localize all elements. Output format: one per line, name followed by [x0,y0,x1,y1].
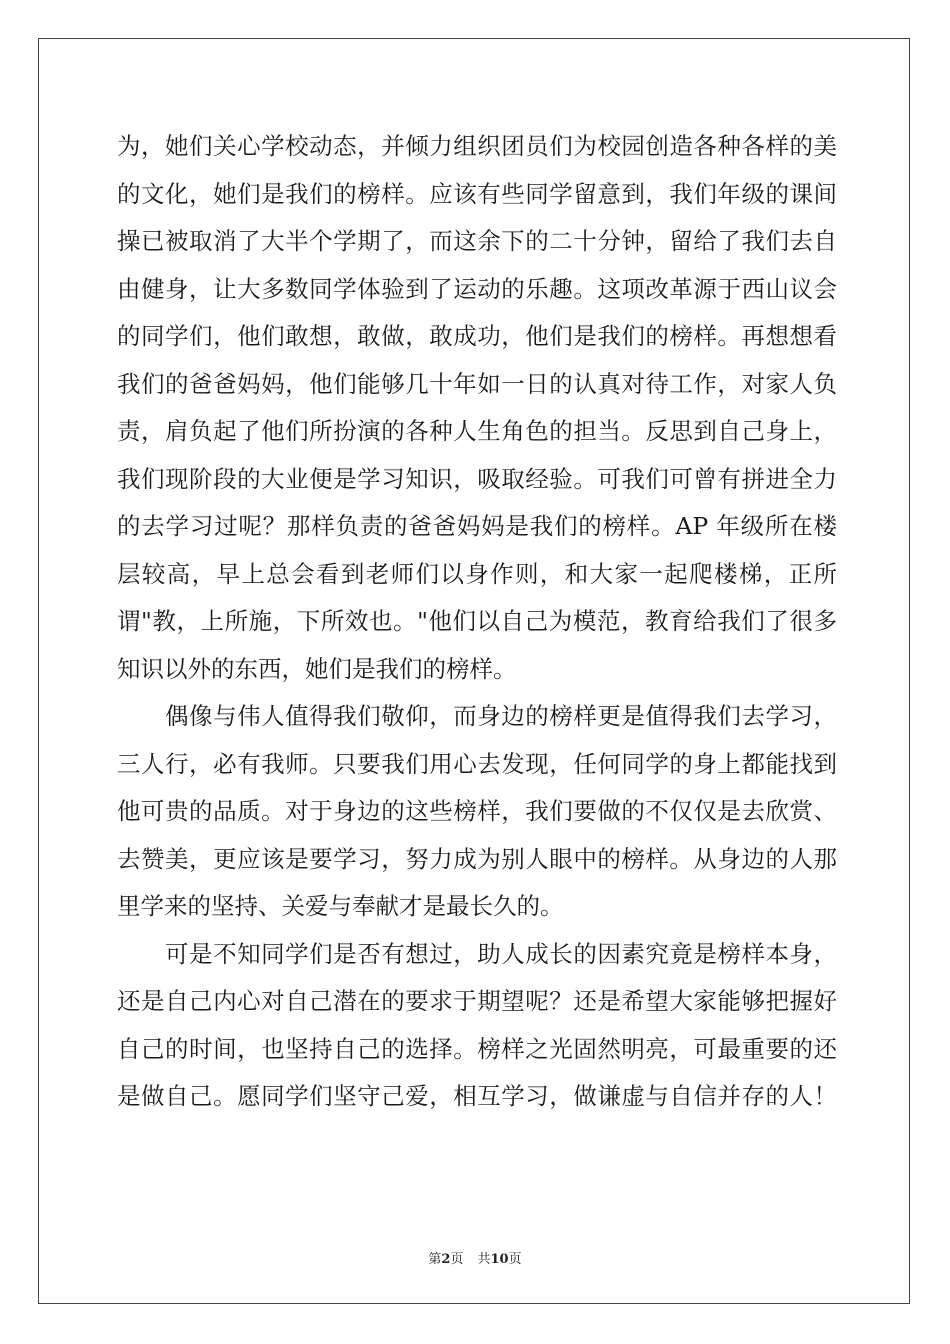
text-line: 层较高，早上总会看到老师们以身作则，和大家一起爬楼梯，正所 [117,559,837,588]
text-line: 里学来的坚持、关爱与奉献才是最长久的。 [117,892,564,920]
text-line: 还是自己内心对自己潜在的要求于期望呢？还是希望大家能够把握好 [117,987,837,1015]
text-line: 可是不知同学们是否有想过，助人成长的因素究竟是榜样本身， [117,939,837,968]
document-body [117,126,837,1124]
total-prefix: 共 [477,1252,491,1267]
total-suffix: 页 [508,1252,522,1267]
text-line: 去赞美，更应该是要学习，努力成为别人眼中的榜样。从身边的人那 [117,844,837,873]
total-page-number: 10 [490,1252,509,1267]
page-footer [0,1248,950,1267]
text-line: 的同学们，他们敢想，敢做，敢成功，他们是我们的榜样。再想想看 [117,322,837,350]
page-prefix: 第 [428,1252,442,1267]
text-line: 三人行，必有我师。只要我们用心去发现，任何同学的身上都能找到 [117,749,837,778]
text-line: 的去学习过呢？那样负责的爸爸妈妈是我们的榜样。AP 年级所在楼 [117,512,837,540]
text-line: 知识以外的东西，她们是我们的榜样。 [117,654,517,683]
text-line: 为，她们关心学校动态，并倾力组织团员们为校园创造各种各样的美 [117,132,837,160]
paragraph-1 [117,126,837,696]
text-line: 的文化，她们是我们的榜样。应该有些同学留意到，我们年级的课间 [117,179,837,208]
text-line: 我们现阶段的大业便是学习知识，吸取经验。可我们可曾有拼进全力 [117,464,837,493]
text-line: 谓"教，上所施，下所效也。"他们以自己为模范，教育给我们了很多 [117,607,837,635]
text-line: 是做自己。愿同学们坚守己爱，相互学习，做谦虚与自信并存的人！ [117,1082,837,1110]
paragraph-3 [117,934,837,1124]
text-line: 操已被取消了大半个学期了，而这余下的二十分钟，留给了我们去自 [117,227,837,255]
text-line: 由健身，让大多数同学体验到了运动的乐趣。这项改革源于西山议会 [117,274,837,303]
text-line: 我们的爸爸妈妈，他们能够几十年如一日的认真对待工作，对家人负 [117,369,837,398]
text-line: 自己的时间，也坚持自己的选择。榜样之光固然明亮，可最重要的还 [117,1034,837,1063]
current-page-number: 2 [441,1252,451,1267]
text-line: 偶像与伟人值得我们敬仰，而身边的榜样更是值得我们去学习， [117,702,837,730]
text-line: 责，肩负起了他们所扮演的各种人生角色的担当。反思到自己身上， [117,417,837,445]
page-suffix: 页 [450,1252,464,1267]
paragraph-2 [117,696,837,934]
text-line: 他可贵的品质。对于身边的这些榜样，我们要做的不仅仅是去欣赏、 [117,797,837,825]
